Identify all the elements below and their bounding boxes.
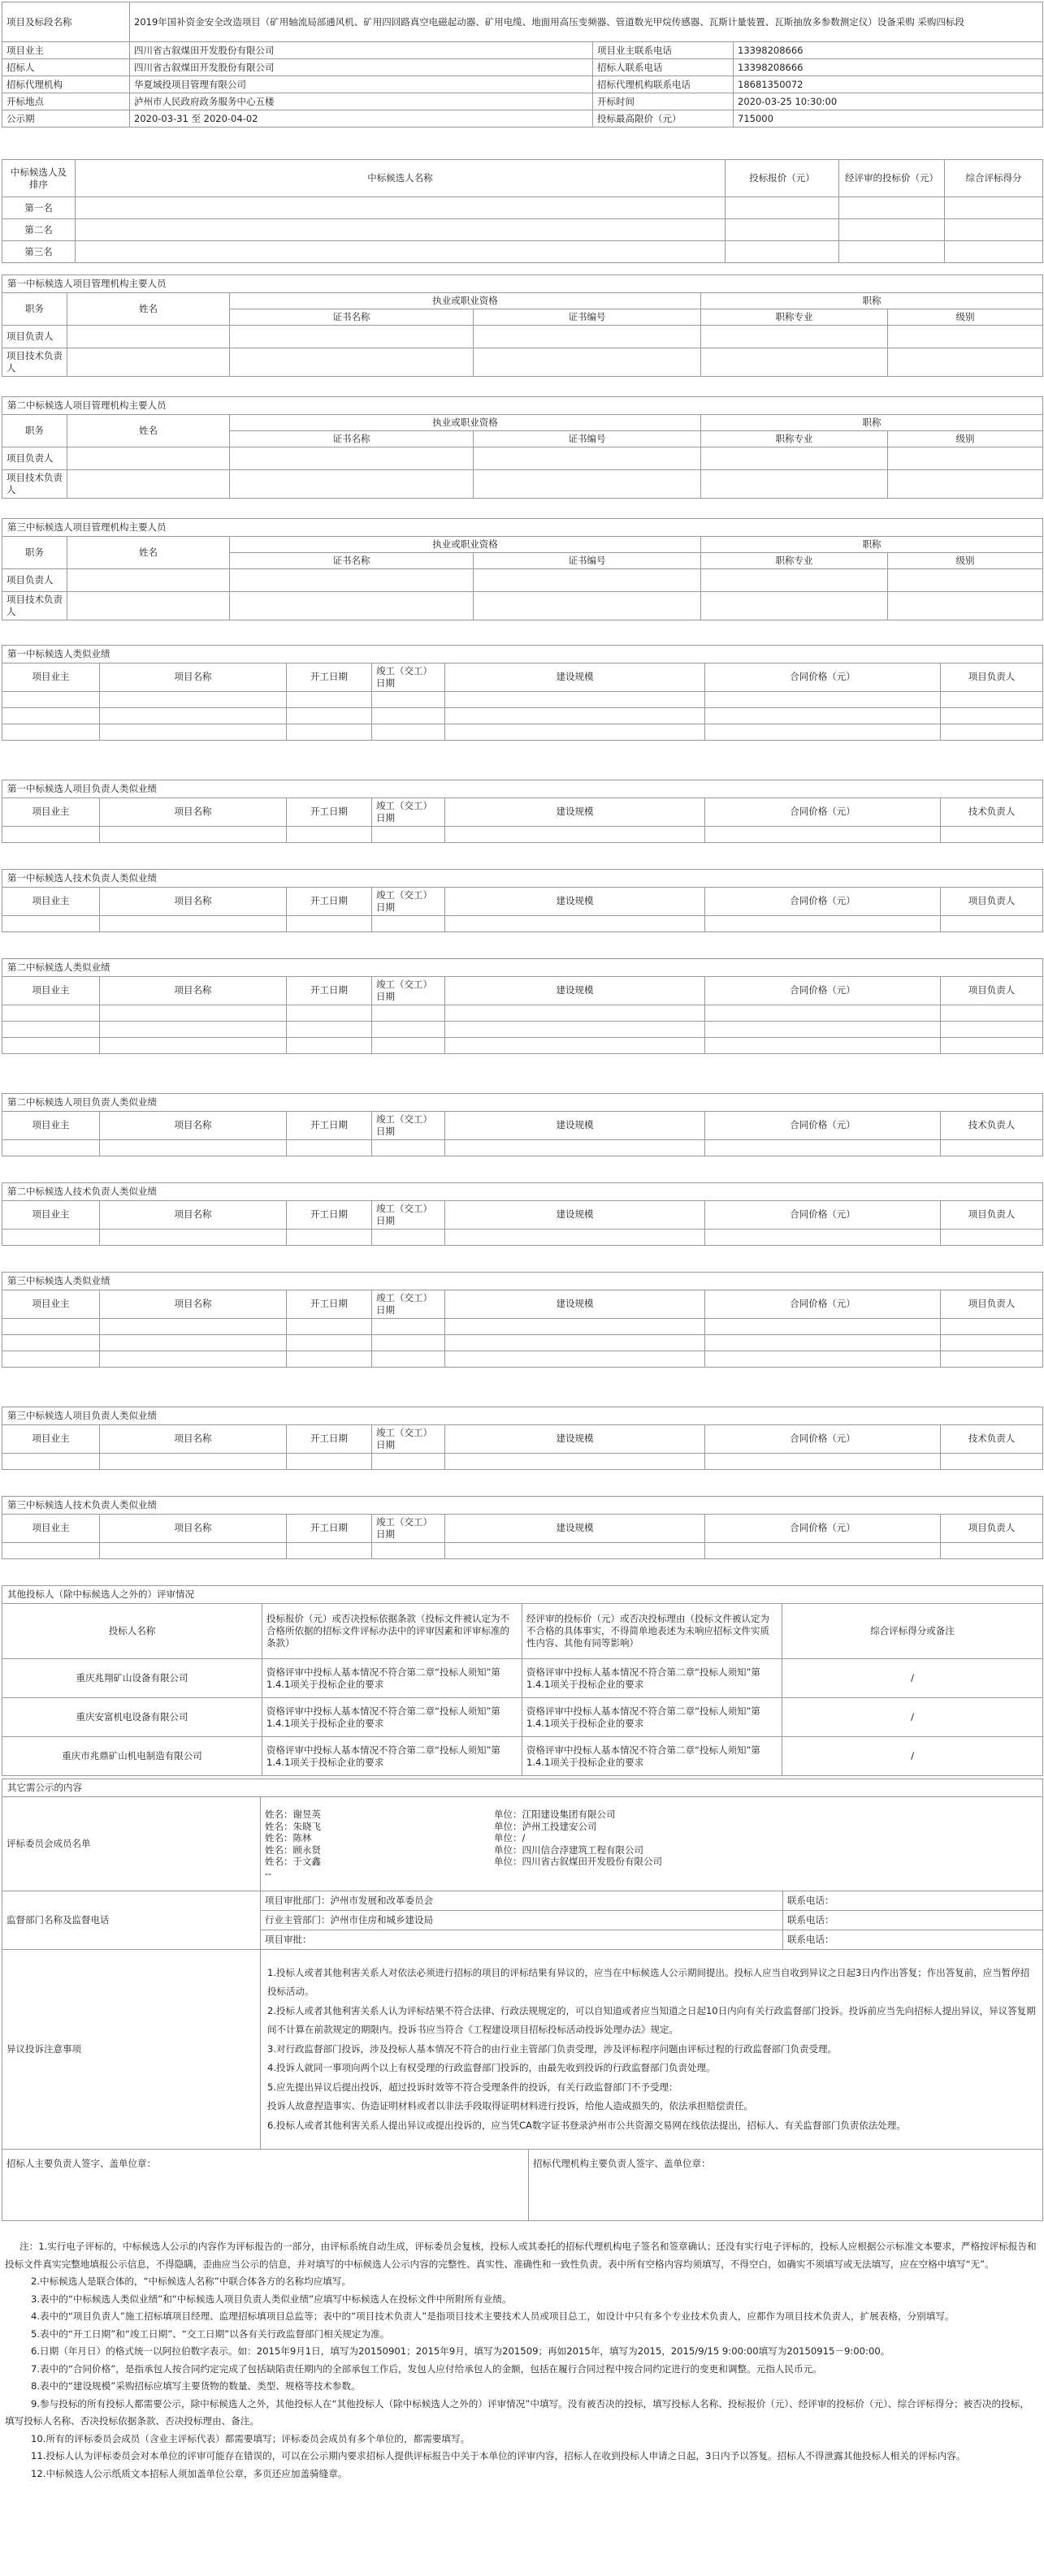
second-personnel-title: 第二中标候选人项目管理机构主要人员 [2,397,1043,415]
row-pm: 项目负责人 [2,325,67,348]
col-title-major: 职称专业 [701,552,888,568]
other-bidders-title: 其他投标人（除中标候选人之外的）评审情况 [2,1586,1043,1604]
first-personnel-title: 第一中标候选人项目管理机构主要人员 [2,275,1043,293]
sign-tenderee: 招标人主要负责人签字、盖单位章： [2,2150,529,2221]
col-owner: 项目业主 [2,1424,100,1453]
other-content-title: 其它需公示的内容 [2,1779,1043,1797]
col-title-level: 级别 [888,552,1043,568]
col-end: 竣工（交工）日期 [372,1290,445,1318]
col-pm: 项目负责人 [941,1514,1043,1542]
col-score: 综合评标得分 [945,160,1043,197]
place-label: 开标地点 [2,93,130,110]
col-owner: 项目业主 [2,797,100,826]
objection-label: 异议投诉注意事项 [2,1950,261,2150]
rank-1: 第一名 [2,197,76,219]
owner-phone-label: 项目业主联系电话 [593,42,734,59]
misc-table [2,1779,1043,2221]
col-contract: 合同价格（元） [705,887,941,915]
col-scale: 建设规模 [445,976,705,1005]
col-project: 项目名称 [100,797,287,826]
bidder-remark: / [782,1698,1043,1737]
col-cert-name: 证书名称 [230,309,474,325]
sup-dept-1: 项目审批部门：泸州市发展和改革委员会 [261,1891,783,1911]
col-review-price: 经评审的投标价（元） [839,160,945,197]
row-tech: 项目技术负责人 [2,469,67,498]
time-value: 2020-03-25 10:30:00 [734,93,1043,110]
committee-label: 评标委员会成员名单 [2,1797,261,1891]
col-project: 项目名称 [100,1111,287,1139]
col-start: 开工日期 [287,797,372,826]
sup-phone-2: 联系电话： [783,1911,1043,1930]
col-title-level: 级别 [888,430,1043,447]
col-rank: 中标候选人及排序 [2,160,76,197]
sup-phone-1: 联系电话： [783,1891,1043,1911]
bidder-clause: 资格评审中投标人基本情况不符合第二章“投标人须知”第1.4.1项关于投标企业的要求 [262,1698,522,1737]
period-label: 公示期 [2,110,130,128]
col-review-reason: 经评审的投标价（元）或否决投标理由（投标文件被认定为不合格的具体事实，不得简单地表述为未响应招标文件实质性内容、其他有同等影响） [522,1604,782,1659]
bidder-clause: 资格评审中投标人基本情况不符合第二章“投标人须知”第1.4.1项关于投标企业的要求 [262,1737,522,1776]
perf-table-5 [2,1093,1043,1156]
perf-title-3: 第一中标候选人技术负责人类似业绩 [2,870,1043,888]
col-end: 竣工（交工）日期 [372,797,445,826]
third-personnel-title: 第三中标候选人项目管理机构主要人员 [2,519,1043,537]
sup-dept-2: 行业主管部门：泸州市住房和城乡建设局 [261,1911,783,1930]
col-role: 职务 [2,292,67,325]
first-personnel-table [2,274,1043,377]
candidates-table [2,159,1043,263]
bidder-name: 重庆安富机电设备有限公司 [2,1698,262,1737]
col-scale: 建设规模 [445,797,705,826]
col-qualification: 执业或职业资格 [230,536,701,552]
col-project: 项目名称 [100,976,287,1005]
col-tech: 技术负责人 [941,1111,1043,1139]
col-scale: 建设规模 [445,1424,705,1453]
col-start: 开工日期 [287,887,372,915]
col-contract: 合同价格（元） [705,1200,941,1229]
sup-dept-3: 项目审批： [261,1930,783,1950]
col-pm: 项目负责人 [941,976,1043,1005]
owner-phone-value: 13398208666 [734,42,1043,59]
time-label: 开标时间 [593,93,734,110]
note-item: 11.投标人认为评标委员会对本单位的评审可能存在错误的，可以在公示期内要求招标人提供评标报告中关于本单位的评审内容，招标人在收到投标人申请之日起，3日内予以答复。招标人不得泄露其他投标人相关的评标内容。 [31,2450,966,2461]
col-end: 竣工（交工）日期 [372,887,445,915]
col-start: 开工日期 [287,663,372,691]
col-pm: 项目负责人 [941,663,1043,691]
col-project: 项目名称 [100,1200,287,1229]
col-pm: 项目负责人 [941,1290,1043,1318]
col-start: 开工日期 [287,1290,372,1318]
third-personnel-table [2,518,1043,620]
note-item: 注：1.实行电子评标的，中标候选人公示的内容作为评标报告的一部分，由评标系统自动生成，评标委员会复核，投标人或其委托的招标代理机构电子签名和签章确认；还没有实行电子评标的，投标人应根据公示标准文本要求，严格按评标报告和投标文件真实完整地填报公示信息，不得隐瞒，歪曲应当公示的信息，并对填写的中标候选人公示内容的完整性、真实性、准确性和一致性负责。表中所有空格内容均须填写，不得空白，如确实不须填写或无法填写，应在空格中填写“无”。 [5,2241,1037,2270]
perf-title-5: 第二中标候选人项目负责人类似业绩 [2,1094,1043,1112]
col-owner: 项目业主 [2,1200,100,1229]
col-price-reason: 投标报价（元）或否决投标依据条款（投标文件被认定为不合格所依据的招标文件评标办法中的评审因素和评审标准的条款） [262,1604,522,1659]
col-end: 竣工（交工）日期 [372,1514,445,1542]
col-title-major: 职称专业 [701,430,888,447]
col-scale: 建设规模 [445,887,705,915]
bidder-reason: 资格评审中投标人基本情况不符合第二章“投标人须知”第1.4.1项关于投标企业的要求 [522,1737,782,1776]
col-project: 项目名称 [100,1424,287,1453]
bidder-name: 重庆市兆鼎矿山机电制造有限公司 [2,1737,262,1776]
perf-table-3 [2,869,1043,932]
col-contract: 合同价格（元） [705,1111,941,1139]
col-contract: 合同价格（元） [705,1424,941,1453]
col-cert-name: 证书名称 [230,430,474,447]
col-owner: 项目业主 [2,976,100,1005]
col-start: 开工日期 [287,1424,372,1453]
row-tech: 项目技术负责人 [2,591,67,620]
bidder-reason: 资格评审中投标人基本情况不符合第二章“投标人须知”第1.4.1项关于投标企业的要求 [522,1698,782,1737]
col-project: 项目名称 [100,887,287,915]
col-end: 竣工（交工）日期 [372,1424,445,1453]
col-owner: 项目业主 [2,663,100,691]
col-contract: 合同价格（元） [705,663,941,691]
col-scale: 建设规模 [445,1111,705,1139]
col-contract: 合同价格（元） [705,1290,941,1318]
col-role: 职务 [2,414,67,447]
bidder-clause: 资格评审中投标人基本情况不符合第二章“投标人须知”第1.4.1项关于投标企业的要求 [262,1659,522,1698]
perf-title-6: 第二中标候选人技术负责人类似业绩 [2,1183,1043,1201]
objection-text: 1.投标人或者其他利害关系人对依法必须进行招标的项目的评标结果有异议的，应当在中标候选人公示期间提出。投标人应当自收到异议之日起3日内作出答复；作出答复前，应当暂停招投标活动。 2.投标人或者其他利害关系人认为评标结果不符合法律、行政法规规定的，可以自知道或者应当知道之日起10日内向有关行政监督部门投诉。投诉前应当先向招标人提出异议，异议答复期间不计算在前款规定的期限内。投诉书应当符合《工程建设项目招标投标活动投诉处理办法》规定。 3.对行政监督部门投诉，涉及投标人基本情况不符合的由行业主管部门负责受理，涉及评标程序问题由评标过程的行政监督部门负责受理。 4.投诉人就同一事项向两个以上有权受理的行政监督部门投诉的，由最先收到投诉的行政监督部门负责处理。 5.应先提出异议后提出投诉，超过投诉时效等不符合受理条件的投诉，有关行政监督部门不予受理： 投诉人故意捏造事实、伪造证明材料或者以非法手段取得证明材料进行投诉，给他人造成损失的，依法承担赔偿责任。 6.投标人或者其他利害关系人提出异议或提出投诉的，应当凭CA数字证书登录泸州市公共资源交易网在线依法提出，招标人、有关监督部门负责依法处理。 [261,1950,1043,2150]
project-info-table [2,2,1043,128]
col-person-name: 姓名 [67,414,230,447]
limit-label: 投标最高限价（元） [593,110,734,128]
col-owner: 项目业主 [2,1514,100,1542]
col-owner: 项目业主 [2,1111,100,1139]
col-tech: 技术负责人 [941,797,1043,826]
perf-table-2 [2,780,1043,843]
sign-agency: 招标代理机构主要负责人签字、盖单位章： [529,2150,1043,2221]
note-item: 8.表中的“建设规模”采购招标应填写主要货物的数量、类型、规格等技术参数。 [31,2380,361,2392]
col-scale: 建设规模 [445,663,705,691]
col-contract: 合同价格（元） [705,1514,941,1542]
supervise-label: 监督部门名称及监督电话 [2,1891,261,1950]
col-scale: 建设规模 [445,1514,705,1542]
col-start: 开工日期 [287,1200,372,1229]
col-owner: 项目业主 [2,887,100,915]
tenderee-phone-label: 招标人联系电话 [593,59,734,76]
sup-phone-3: 联系电话： [783,1930,1043,1950]
bidder-remark: / [782,1737,1043,1776]
project-name-value: 2019年国补资金安全改造项目（矿用轴流局部通风机、矿用四回路真空电磁起动器、矿用电缆、地面用高压变频器、管道数光甲烷传感器、瓦斯计量装置、瓦斯抽放多参数测定仪）设备采购 采购四标段 [130,2,1043,42]
project-name-label: 项目及标段名称 [2,2,130,42]
agency-phone-label: 招标代理机构联系电话 [593,76,734,93]
place-value: 泸州市人民政府政务服务中心五楼 [130,93,593,110]
bidder-remark: / [782,1659,1043,1698]
perf-table-6 [2,1182,1043,1246]
note-item: 9.参与投标的所有投标人都需要公示，除中标候选人之外，其他投标人在“其他投标人（除中标候选人之外的）评审情况”中填写。没有被否决的投标，填写投标人名称、投标报价（元）、经评审的投标价（元）、综合评标得分；被否决的投标，填写投标人名称、否决投标依据条款、否决投标理由、备注。 [5,2397,1029,2427]
period-value: 2020-03-31 至 2020-04-02 [130,110,593,128]
rank-3: 第三名 [2,241,76,263]
col-role: 职务 [2,536,67,568]
col-end: 竣工（交工）日期 [372,1200,445,1229]
row-tech: 项目技术负责人 [2,348,67,376]
col-cert-name: 证书名称 [230,552,474,568]
other-bidders-table [2,1585,1043,1776]
perf-table-7 [2,1272,1043,1368]
col-candidate-name: 中标候选人名称 [76,160,726,197]
row-pm: 项目负责人 [2,447,67,469]
col-remark: 综合评标得分或备注 [782,1604,1043,1659]
col-owner: 项目业主 [2,1290,100,1318]
col-end: 竣工（交工）日期 [372,663,445,691]
col-contract: 合同价格（元） [705,976,941,1005]
col-title-major: 职称专业 [701,309,888,325]
tenderee-value: 四川省古叙煤田开发股份有限公司 [130,59,593,76]
bidder-name: 重庆兆翔矿山设备有限公司 [2,1659,262,1698]
row-pm: 项目负责人 [2,568,67,591]
col-person-name: 姓名 [67,292,230,325]
col-bid-price: 投标报价（元） [726,160,839,197]
col-bidder: 投标人名称 [2,1604,262,1659]
col-qualification: 执业或职业资格 [230,414,701,430]
bidder-reason: 资格评审中投标人基本情况不符合第二章“投标人须知”第1.4.1项关于投标企业的要求 [522,1659,782,1698]
note-item: 7.表中的“合同价格”，是指承包人按合同约定完成了包括缺陷责任期内的全部承包工作后，发包人应付给承包人的金额，包括在履行合同过程中按合同约定进行的变更和调整。元指人民币元。 [31,2362,822,2375]
perf-table-1 [2,645,1043,741]
perf-table-4 [2,958,1043,1054]
note-item: 6.日期（年月日）的格式统一以阿拉伯数字表示。如：2015年9月1日，填写为20150901；2015年9月，填写为201509；再如2015年，填写为2015，2015/9/15 9:00:00填写为20150915－9:00:00。 [31,2345,890,2357]
owner-value: 四川省古叙煤田开发股份有限公司 [130,42,593,59]
col-title: 职称 [701,292,1043,309]
col-end: 竣工（交工）日期 [372,976,445,1005]
note-item: 4.表中的“项目负责人”施工招标填项目经理、监理招标填项目总监等；表中的“项目技术负责人”是指项目技术主要技术人员或项目总工，如设计中只有多个专业技术负责人，应都作为项目技术负责人，扩展表格，分别填写。 [31,2310,955,2322]
tenderee-phone-value: 13398208666 [734,59,1043,76]
committee-units: 单位：江阳建设集团有限公司 单位：泸州工投建安公司 单位：/ 单位：四川信合浡建筑工程有限公司 单位：四川省古叙煤田开发股份有限公司 [494,1809,662,1867]
agency-value: 华夏域投项目管理有限公司 [130,76,593,93]
col-person-name: 姓名 [67,536,230,568]
col-scale: 建设规模 [445,1290,705,1318]
col-cert-no: 证书编号 [474,430,701,447]
agency-phone-value: 18681350072 [734,76,1043,93]
perf-title-7: 第三中标候选人类似业绩 [2,1273,1043,1290]
col-title: 职称 [701,414,1043,430]
col-pm: 项目负责人 [941,887,1043,915]
col-cert-no: 证书编号 [474,309,701,325]
col-project: 项目名称 [100,1514,287,1542]
col-pm: 项目负责人 [941,1200,1043,1229]
perf-title-1: 第一中标候选人类似业绩 [2,646,1043,663]
perf-table-9 [2,1496,1043,1559]
col-project: 项目名称 [100,663,287,691]
col-scale: 建设规模 [445,1200,705,1229]
agency-label: 招标代理机构 [2,76,130,93]
second-personnel-table [2,396,1043,499]
col-title: 职称 [701,536,1043,552]
col-project: 项目名称 [100,1290,287,1318]
note-item: 2.中标候选人是联合体的，“中标候选人名称”中联合体各方的名称均应填写。 [31,2276,352,2287]
col-qualification: 执业或职业资格 [230,292,701,309]
owner-label: 项目业主 [2,42,130,59]
col-contract: 合同价格（元） [705,797,941,826]
perf-title-9: 第三中标候选人技术负责人类似业绩 [2,1497,1043,1515]
note-item: 10.所有的评标委员会成员（含业主评标代表）都需要填写；评标委员会成员有多个单位的，都需要填写。 [31,2432,470,2444]
limit-value: 715000 [734,110,1043,128]
committee-names: 姓名：谢昱英 姓名：朱晓飞 姓名：陈林 姓名：顾永贤 姓名：于文鑫 -- [265,1809,321,1879]
col-cert-no: 证书编号 [474,552,701,568]
col-start: 开工日期 [287,1111,372,1139]
tenderee-label: 招标人 [2,59,130,76]
note-item: 5.表中的“开工日期”和“竣工日期”、“交工日期”以各有关行政监督部门相关规定为准。 [31,2327,390,2340]
perf-table-8 [2,1407,1043,1470]
note-item: 3.表中的“中标候选人类似业绩”和“中标候选人项目负责人类似业绩”应填写中标候选人在投标文件中所附所有业绩。 [31,2293,512,2305]
col-tech: 技术负责人 [941,1424,1043,1453]
col-end: 竣工（交工）日期 [372,1111,445,1139]
perf-title-2: 第一中标候选人项目负责人类似业绩 [2,780,1043,798]
col-title-level: 级别 [888,309,1043,325]
col-start: 开工日期 [287,1514,372,1542]
notes-section [5,2238,1038,2483]
perf-title-4: 第二中标候选人类似业绩 [2,959,1043,977]
rank-2: 第二名 [2,219,76,241]
perf-title-8: 第三中标候选人项目负责人类似业绩 [2,1407,1043,1425]
col-start: 开工日期 [287,976,372,1005]
note-item: 12.中标候选人公示纸质文本招标人须加盖单位公章，多页还应加盖骑缝章。 [31,2467,348,2479]
